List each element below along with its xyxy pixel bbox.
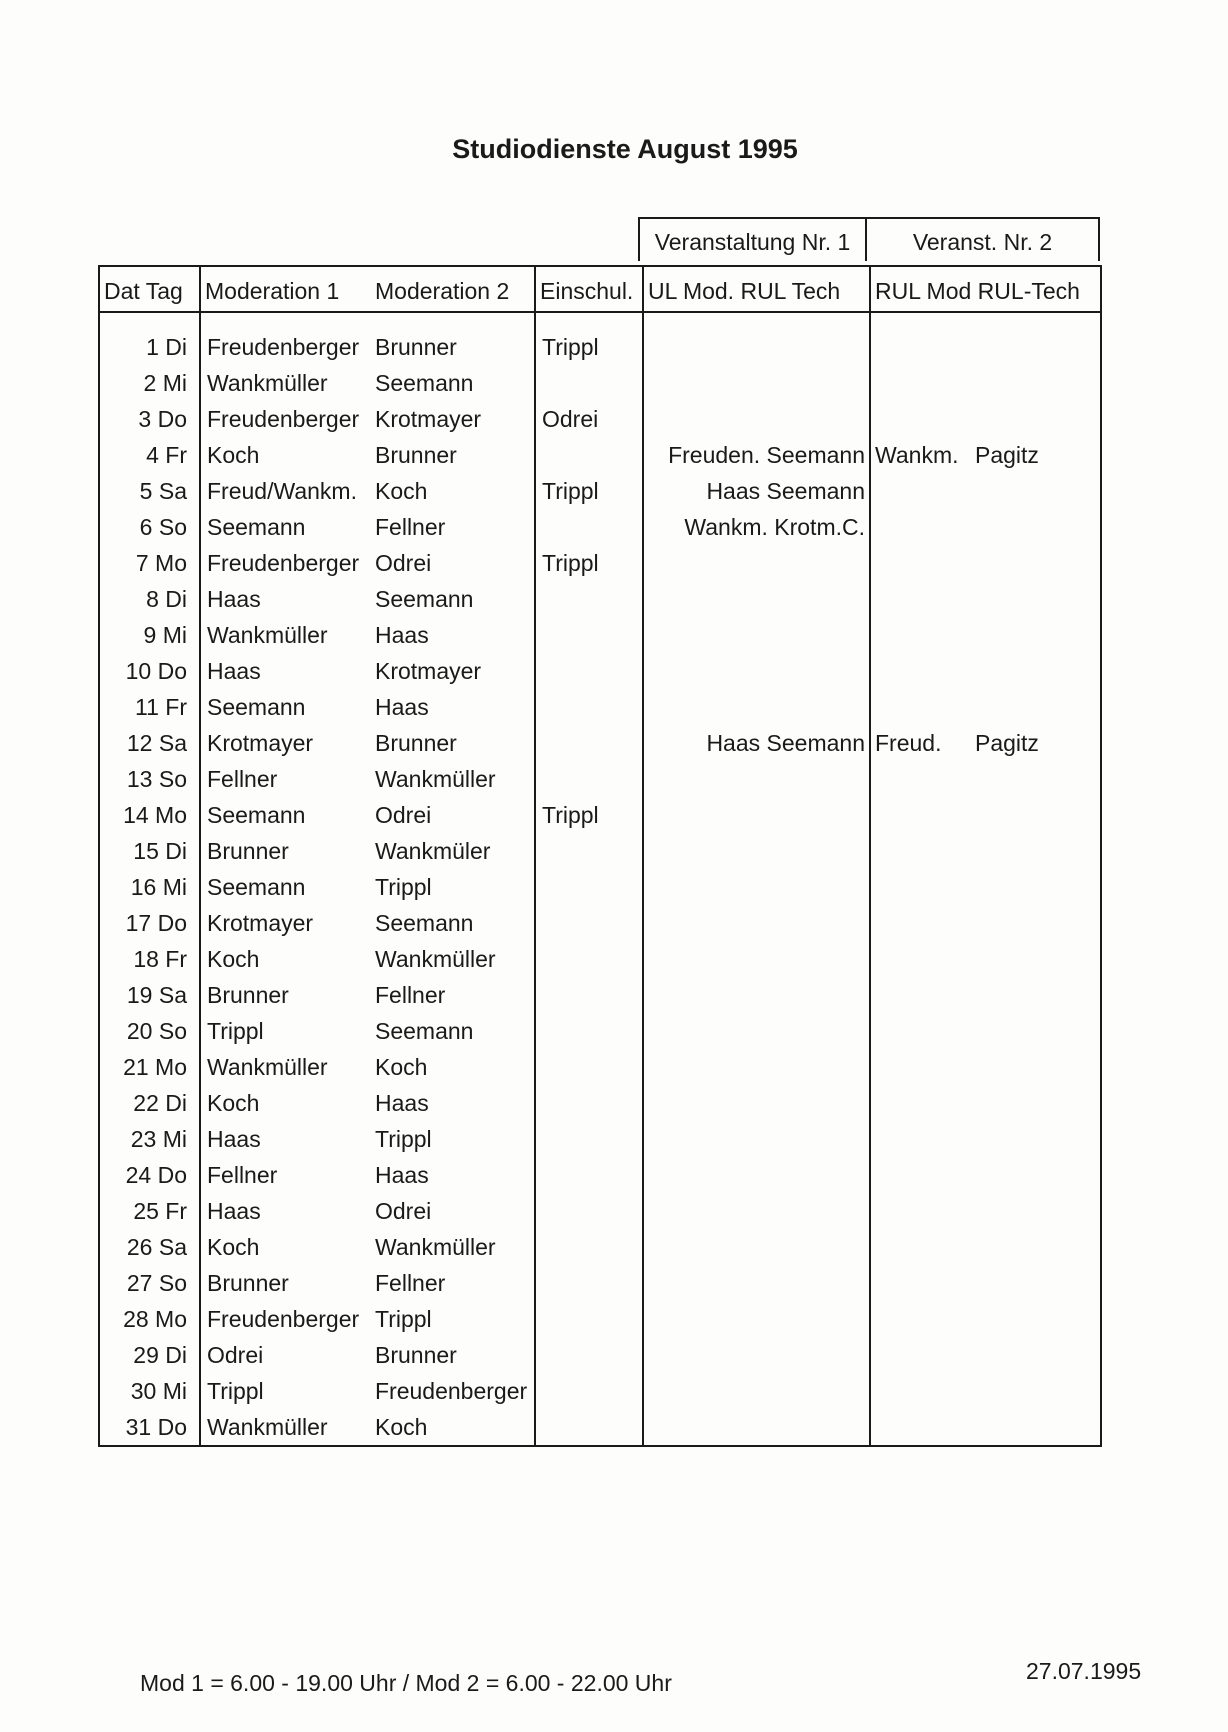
cell-einschulung	[535, 437, 643, 473]
event-2-rul-tech: Pagitz	[975, 729, 1039, 756]
cell-moderation-1: Freud/Wankm.	[200, 473, 371, 509]
cell-event-1	[643, 401, 870, 437]
cell-moderation-1: Krotmayer	[200, 725, 371, 761]
cell-event-1	[643, 617, 870, 653]
cell-einschulung	[535, 1373, 643, 1409]
cell-event-2	[870, 401, 1101, 437]
event-1-ul-mod: Freuden.	[668, 441, 761, 468]
cell-date: 21 Mo	[99, 1049, 200, 1085]
cell-date: 27 So	[99, 1265, 200, 1301]
table-row	[99, 473, 1101, 509]
event-1-rul-tech: Krotm.C.	[774, 513, 865, 540]
cell-event-2	[870, 1193, 1101, 1229]
table-row	[99, 797, 1101, 833]
cell-moderation-2: Fellner	[371, 509, 535, 545]
cell-event-2	[870, 1265, 1101, 1301]
cell-einschulung: Trippl	[535, 797, 643, 833]
cell-event-2	[870, 725, 1101, 761]
cell-event-2	[870, 1013, 1101, 1049]
cell-moderation-1: Freudenberger	[200, 545, 371, 581]
cell-event-2	[870, 653, 1101, 689]
table-row	[99, 437, 1101, 473]
table-row	[99, 401, 1101, 437]
cell-date: 28 Mo	[99, 1301, 200, 1337]
cell-event-2	[870, 1229, 1101, 1265]
event-1-header: Veranstaltung Nr. 1	[640, 219, 867, 261]
header-row	[99, 266, 1101, 312]
cell-moderation-1: Seemann	[200, 797, 371, 833]
cell-moderation-2: Freudenberger	[371, 1373, 535, 1409]
cell-einschulung	[535, 1049, 643, 1085]
cell-event-2	[870, 1337, 1101, 1373]
table-row	[99, 689, 1101, 725]
cell-event-1	[643, 653, 870, 689]
cell-moderation-2: Odrei	[371, 545, 535, 581]
cell-einschulung	[535, 833, 643, 869]
cell-date: 17 Do	[99, 905, 200, 941]
cell-event-2	[870, 617, 1101, 653]
cell-date: 30 Mi	[99, 1373, 200, 1409]
cell-einschulung	[535, 1157, 643, 1193]
cell-einschulung	[535, 617, 643, 653]
cell-moderation-2: Haas	[371, 617, 535, 653]
cell-moderation-1: Fellner	[200, 1157, 371, 1193]
cell-event-2	[870, 689, 1101, 725]
cell-moderation-2: Seemann	[371, 365, 535, 401]
cell-date: 24 Do	[99, 1157, 200, 1193]
cell-moderation-2: Haas	[371, 1157, 535, 1193]
table-row	[99, 869, 1101, 905]
cell-einschulung	[535, 1085, 643, 1121]
cell-date: 2 Mi	[99, 365, 200, 401]
cell-date: 12 Sa	[99, 725, 200, 761]
cell-moderation-1: Brunner	[200, 833, 371, 869]
cell-moderation-2: Fellner	[371, 977, 535, 1013]
cell-einschulung: Trippl	[535, 545, 643, 581]
cell-moderation-1: Koch	[200, 1229, 371, 1265]
table-row	[99, 1193, 1101, 1229]
cell-einschulung	[535, 1301, 643, 1337]
cell-date: 22 Di	[99, 1085, 200, 1121]
cell-moderation-1: Koch	[200, 1085, 371, 1121]
cell-event-2	[870, 977, 1101, 1013]
cell-date: 19 Sa	[99, 977, 200, 1013]
cell-moderation-2: Brunner	[371, 725, 535, 761]
cell-moderation-1: Brunner	[200, 977, 371, 1013]
table-row	[99, 545, 1101, 581]
event-2-rul-tech: Pagitz	[975, 441, 1039, 468]
cell-moderation-1: Wankmüller	[200, 1409, 371, 1446]
schedule-table	[98, 265, 1102, 1447]
cell-event-2	[870, 581, 1101, 617]
cell-event-1	[643, 761, 870, 797]
cell-moderation-1: Fellner	[200, 761, 371, 797]
cell-event-2	[870, 869, 1101, 905]
cell-moderation-1: Wankmüller	[200, 365, 371, 401]
cell-event-1	[643, 941, 870, 977]
cell-einschulung: Trippl	[535, 312, 643, 365]
cell-event-2	[870, 797, 1101, 833]
cell-event-1	[643, 725, 870, 761]
cell-einschulung	[535, 725, 643, 761]
cell-moderation-1: Seemann	[200, 869, 371, 905]
cell-einschulung	[535, 977, 643, 1013]
cell-moderation-1: Trippl	[200, 1373, 371, 1409]
cell-event-2	[870, 437, 1101, 473]
cell-einschulung: Trippl	[535, 473, 643, 509]
cell-event-2	[870, 312, 1101, 365]
col-header-moderation-1: Moderation 1	[200, 266, 371, 312]
cell-event-2	[870, 1301, 1101, 1337]
cell-event-2	[870, 761, 1101, 797]
cell-moderation-2: Trippl	[371, 869, 535, 905]
cell-date: 20 So	[99, 1013, 200, 1049]
cell-date: 15 Di	[99, 833, 200, 869]
cell-event-1	[643, 833, 870, 869]
cell-einschulung	[535, 1265, 643, 1301]
cell-moderation-1: Trippl	[200, 1013, 371, 1049]
document-date: 27.07.1995	[1026, 1658, 1142, 1684]
cell-date: 7 Mo	[99, 545, 200, 581]
cell-event-1	[643, 1373, 870, 1409]
cell-moderation-2: Wankmüller	[371, 941, 535, 977]
cell-event-1	[643, 581, 870, 617]
cell-moderation-2: Fellner	[371, 1265, 535, 1301]
cell-event-1	[643, 1193, 870, 1229]
cell-event-2	[870, 509, 1101, 545]
table-row	[99, 725, 1101, 761]
cell-event-1	[643, 1229, 870, 1265]
cell-event-1	[643, 545, 870, 581]
cell-moderation-2: Koch	[371, 1409, 535, 1446]
cell-einschulung	[535, 1121, 643, 1157]
cell-moderation-2: Odrei	[371, 797, 535, 833]
table-row	[99, 1049, 1101, 1085]
table-row	[99, 1229, 1101, 1265]
cell-einschulung	[535, 869, 643, 905]
cell-moderation-1: Freudenberger	[200, 1301, 371, 1337]
cell-event-1	[643, 1085, 870, 1121]
cell-date: 23 Mi	[99, 1121, 200, 1157]
event-header-group	[638, 217, 1100, 261]
cell-moderation-2: Brunner	[371, 437, 535, 473]
cell-event-1	[643, 437, 870, 473]
table-row	[99, 1013, 1101, 1049]
cell-event-2	[870, 833, 1101, 869]
event-1-ul-mod: Wankm.	[684, 513, 768, 540]
cell-moderation-1: Freudenberger	[200, 312, 371, 365]
cell-einschulung	[535, 509, 643, 545]
cell-event-2	[870, 1409, 1101, 1446]
cell-moderation-2: Seemann	[371, 581, 535, 617]
cell-moderation-1: Freudenberger	[200, 401, 371, 437]
event-1-rul-tech: Seemann	[766, 477, 865, 504]
cell-date: 29 Di	[99, 1337, 200, 1373]
cell-event-2	[870, 473, 1101, 509]
cell-date: 10 Do	[99, 653, 200, 689]
col-header-event-2: RUL Mod RUL-Tech	[870, 266, 1101, 312]
cell-moderation-2: Krotmayer	[371, 653, 535, 689]
cell-event-2	[870, 1121, 1101, 1157]
cell-moderation-1: Koch	[200, 941, 371, 977]
table-row	[99, 833, 1101, 869]
cell-date: 11 Fr	[99, 689, 200, 725]
cell-moderation-2: Trippl	[371, 1121, 535, 1157]
cell-event-1	[643, 473, 870, 509]
cell-date: 1 Di	[99, 312, 200, 365]
cell-date: 26 Sa	[99, 1229, 200, 1265]
cell-date: 13 So	[99, 761, 200, 797]
cell-date: 6 So	[99, 509, 200, 545]
cell-event-1	[643, 689, 870, 725]
cell-einschulung	[535, 653, 643, 689]
col-header-moderation-2: Moderation 2	[371, 266, 535, 312]
cell-event-1	[643, 1301, 870, 1337]
cell-moderation-1: Brunner	[200, 1265, 371, 1301]
cell-event-1	[643, 977, 870, 1013]
event-2-rul-mod: Wankm.	[875, 441, 959, 468]
cell-einschulung	[535, 1193, 643, 1229]
shift-hours-note: Mod 1 = 6.00 - 19.00 Uhr / Mod 2 = 6.00 - 22.00 Uhr	[140, 1670, 672, 1696]
cell-event-1	[643, 1049, 870, 1085]
cell-moderation-2: Odrei	[371, 1193, 535, 1229]
table-row	[99, 312, 1101, 365]
cell-einschulung	[535, 365, 643, 401]
table-row	[99, 653, 1101, 689]
cell-moderation-1: Wankmüller	[200, 617, 371, 653]
cell-moderation-2: Wankmüller	[371, 1229, 535, 1265]
table-row	[99, 1337, 1101, 1373]
cell-einschulung	[535, 689, 643, 725]
table-row	[99, 1085, 1101, 1121]
cell-date: 4 Fr	[99, 437, 200, 473]
cell-moderation-2: Krotmayer	[371, 401, 535, 437]
table-row	[99, 1265, 1101, 1301]
event-1-rul-tech: Seemann	[766, 441, 865, 468]
cell-event-2	[870, 1085, 1101, 1121]
cell-einschulung	[535, 1229, 643, 1265]
table-row	[99, 365, 1101, 401]
event-2-header: Veranst. Nr. 2	[912, 229, 1053, 255]
cell-event-2	[870, 365, 1101, 401]
cell-date: 25 Fr	[99, 1193, 200, 1229]
cell-event-1	[643, 509, 870, 545]
cell-einschulung: Odrei	[535, 401, 643, 437]
cell-date: 16 Mi	[99, 869, 200, 905]
cell-event-2	[870, 1157, 1101, 1193]
table-row	[99, 977, 1101, 1013]
event-1-ul-mod: Haas	[706, 729, 761, 756]
cell-einschulung	[535, 1013, 643, 1049]
table-row	[99, 1373, 1101, 1409]
cell-moderation-1: Haas	[200, 1121, 371, 1157]
cell-event-2	[870, 905, 1101, 941]
cell-moderation-1: Odrei	[200, 1337, 371, 1373]
event-1-ul-mod: Haas	[706, 477, 761, 504]
cell-event-1	[643, 1409, 870, 1446]
cell-moderation-2: Koch	[371, 473, 535, 509]
table-row	[99, 905, 1101, 941]
cell-moderation-2: Koch	[371, 1049, 535, 1085]
cell-moderation-1: Seemann	[200, 689, 371, 725]
cell-moderation-1: Haas	[200, 1193, 371, 1229]
cell-moderation-2: Seemann	[371, 1013, 535, 1049]
cell-date: 8 Di	[99, 581, 200, 617]
cell-event-1	[643, 869, 870, 905]
cell-moderation-1: Haas	[200, 653, 371, 689]
cell-event-2	[870, 941, 1101, 977]
table-row	[99, 1121, 1101, 1157]
cell-moderation-2: Trippl	[371, 1301, 535, 1337]
schedule-body	[99, 312, 1101, 1446]
cell-moderation-1: Koch	[200, 437, 371, 473]
cell-moderation-1: Seemann	[200, 509, 371, 545]
cell-moderation-2: Wankmüler	[371, 833, 535, 869]
table-row	[99, 1409, 1101, 1446]
event-1-rul-tech: Seemann	[766, 729, 865, 756]
col-header-date-day: Dat Tag	[99, 266, 200, 312]
cell-event-1	[643, 1337, 870, 1373]
table-row	[99, 761, 1101, 797]
cell-event-2	[870, 1373, 1101, 1409]
cell-moderation-2: Haas	[371, 689, 535, 725]
cell-date: 9 Mi	[99, 617, 200, 653]
cell-date: 18 Fr	[99, 941, 200, 977]
cell-event-1	[643, 797, 870, 833]
table-row	[99, 509, 1101, 545]
cell-event-1	[643, 365, 870, 401]
table-row	[99, 1157, 1101, 1193]
cell-event-1	[643, 312, 870, 365]
cell-date: 31 Do	[99, 1409, 200, 1446]
table-row	[99, 941, 1101, 977]
col-header-event-1: UL Mod. RUL Tech	[643, 266, 870, 312]
cell-moderation-2: Brunner	[371, 1337, 535, 1373]
cell-event-2	[870, 545, 1101, 581]
cell-moderation-2: Seemann	[371, 905, 535, 941]
cell-einschulung	[535, 581, 643, 617]
cell-einschulung	[535, 905, 643, 941]
cell-event-1	[643, 1265, 870, 1301]
table-row	[99, 581, 1101, 617]
table-row	[99, 617, 1101, 653]
cell-date: 5 Sa	[99, 473, 200, 509]
cell-event-1	[643, 905, 870, 941]
cell-einschulung	[535, 1337, 643, 1373]
table-row	[99, 1301, 1101, 1337]
cell-moderation-1: Haas	[200, 581, 371, 617]
cell-moderation-2: Wankmüller	[371, 761, 535, 797]
cell-event-1	[643, 1157, 870, 1193]
cell-einschulung	[535, 941, 643, 977]
cell-event-1	[643, 1013, 870, 1049]
cell-moderation-2: Haas	[371, 1085, 535, 1121]
cell-event-1	[643, 1121, 870, 1157]
cell-date: 3 Do	[99, 401, 200, 437]
event-2-rul-mod: Freud.	[875, 729, 942, 756]
cell-moderation-2: Brunner	[371, 312, 535, 365]
page-title: Studiodienste August 1995	[452, 134, 798, 164]
cell-einschulung	[535, 1409, 643, 1446]
cell-moderation-1: Krotmayer	[200, 905, 371, 941]
cell-event-2	[870, 1049, 1101, 1085]
cell-date: 14 Mo	[99, 797, 200, 833]
cell-moderation-1: Wankmüller	[200, 1049, 371, 1085]
col-header-einschulung: Einschul.	[535, 266, 643, 312]
cell-einschulung	[535, 761, 643, 797]
